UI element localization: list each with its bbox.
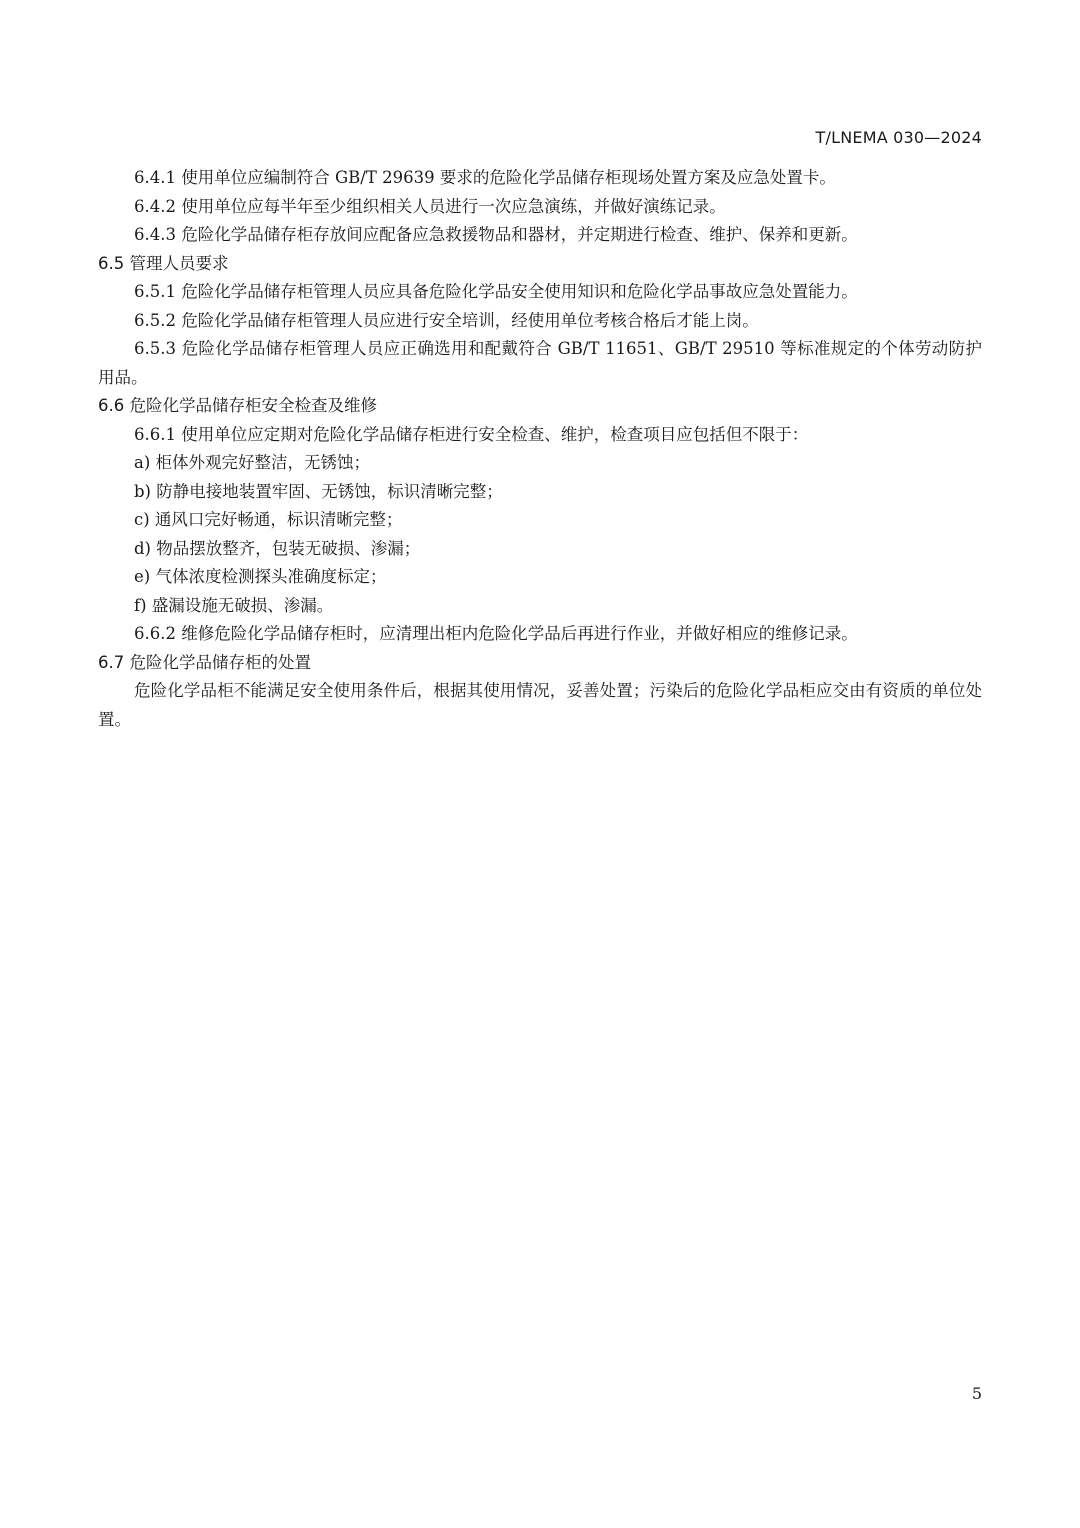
section-heading-6-7: 6.7 危险化学品储存柜的处置 [98, 652, 311, 672]
clause-6-6-2: 6.6.2 维修危险化学品储存柜时，应清理出柜内危险化学品后再进行作业，并做好相应的维修记录。 [134, 624, 858, 643]
page-number: 5 [971, 1384, 982, 1403]
clause-6-5-1: 6.5.1 危险化学品储存柜管理人员应具备危险化学品安全使用知识和危险化学品事故应急处置能力。 [134, 282, 858, 301]
clause-6-5-3: 6.5.3 危险化学品储存柜管理人员应正确选用和配戴符合 GB/T 11651、GB/T 29510 等标准规定的个体劳动防护用品。 [98, 339, 982, 387]
list-item: b) 防静电接地装置牢固、无锈蚀，标识清晰完整； [134, 481, 503, 501]
section-heading-6-5: 6.5 管理人员要求 [98, 253, 229, 273]
list-item: d) 物品摆放整齐，包装无破损、渗漏； [134, 538, 421, 558]
list-item: e) 气体浓度检测探头准确度标定； [134, 567, 387, 586]
clause-6-4-1: 6.4.1 使用单位应编制符合 GB/T 29639 要求的危险化学品储存柜现场处置方案及应急处置卡。 [134, 168, 836, 187]
clause-6-4-3: 6.4.3 危险化学品储存柜存放间应配备应急救援物品和器材，并定期进行检查、维护、保养和更新。 [134, 225, 858, 244]
clause-6-4-2: 6.4.2 使用单位应每半年至少组织相关人员进行一次应急演练，并做好演练记录。 [134, 196, 726, 216]
list-item: f) 盛漏设施无破损、渗漏。 [134, 595, 334, 615]
document-code: T/LNEMA 030—2024 [815, 128, 982, 147]
clause-6-7-text: 危险化学品柜不能满足安全使用条件后，根据其使用情况，妥善处置；污染后的危险化学品柜应交由有资质的单位处置。 [98, 681, 982, 729]
list-item: c) 通风口完好畅通，标识清晰完整； [134, 510, 403, 529]
section-heading-6-6: 6.6 危险化学品储存柜安全检查及维修 [98, 396, 377, 415]
clause-6-6-1: 6.6.1 使用单位应定期对危险化学品储存柜进行安全检查、维护，检查项目应包括但不限于： [134, 424, 809, 444]
clause-6-5-2: 6.5.2 危险化学品储存柜管理人员应进行安全培训，经使用单位考核合格后才能上岗。 [134, 310, 759, 330]
document-body [98, 164, 982, 734]
list-item: a) 柜体外观完好整洁，无锈蚀； [134, 453, 371, 472]
